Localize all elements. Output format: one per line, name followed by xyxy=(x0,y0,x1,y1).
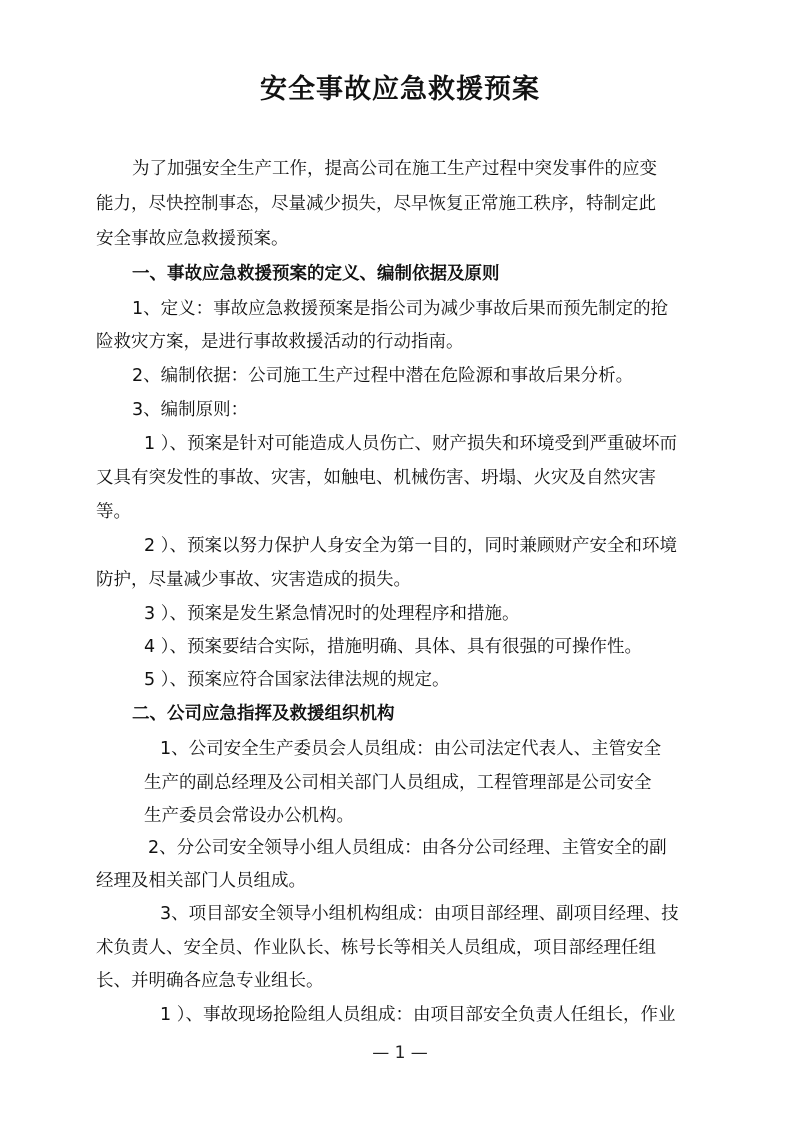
text-line: 3、项目部安全领导小组机构组成：由项目部经理、副项目经理、技 xyxy=(160,904,679,924)
text-line: 1、定义：事故应急救援预案是指公司为减少事故后果而预先制定的抢 xyxy=(132,299,669,319)
text-line: 4 ）、预案要结合实际，措施明确、具体、具有很强的可操作性。 xyxy=(144,637,642,657)
text-line: 2、编制依据：公司施工生产过程中潜在危险源和事故后果分析。 xyxy=(132,366,634,386)
text-line: 险救灾方案，是进行事故救援活动的行动指南。 xyxy=(96,332,464,352)
text-line: 经理及相关部门人员组成。 xyxy=(96,871,306,891)
text-line: 1 ）、预案是针对可能造成人员伤亡、财产损失和环境受到严重破坏而 xyxy=(144,434,677,454)
text-line: 生产委员会常设办公机构。 xyxy=(144,806,354,826)
text-line: 安全事故应急救援预案。 xyxy=(96,229,289,249)
text-line: 1 ）、事故现场抢险组人员组成：由项目部安全负责人任组长，作业 xyxy=(160,1005,676,1025)
page-number: — 1 — xyxy=(372,1043,428,1063)
text-line: 2、分公司安全领导小组人员组成：由各分公司经理、主管安全的副 xyxy=(148,838,667,858)
text-line: 生产的副总经理及公司相关部门人员组成，工程管理部是公司安全 xyxy=(144,773,652,793)
text-line: 3 ）、预案是发生紧急情况时的处理程序和措施。 xyxy=(144,604,520,624)
text-line: 等。 xyxy=(96,502,131,522)
text-line: 2 ）、预案以努力保护人身安全为第一目的，同时兼顾财产安全和环境 xyxy=(144,536,677,556)
section-heading-1: 一、事故应急救援预案的定义、编制依据及原则 xyxy=(132,264,500,284)
text-line: 防护，尽量减少事故、灾害造成的损失。 xyxy=(96,570,411,590)
text-line: 能力，尽快控制事态，尽量减少损失，尽早恢复正常施工秩序，特制定此 xyxy=(96,194,656,214)
section-heading-2: 二、公司应急指挥及救援组织机构 xyxy=(132,704,395,724)
text-line: 1、公司安全生产委员会人员组成：由公司法定代表人、主管安全 xyxy=(160,739,662,759)
text-line: 3、编制原则： xyxy=(132,400,249,420)
document-title: 安全事故应急救援预案 xyxy=(260,74,540,105)
text-line: 又具有突发性的事故、灾害，如触电、机械伤害、坍塌、火灾及自然灾害 xyxy=(96,468,656,488)
text-line: 为了加强安全生产工作，提高公司在施工生产过程中突发事件的应变 xyxy=(132,159,657,179)
text-line: 术负责人、安全员、作业队长、栋号长等相关人员组成，项目部经理任组 xyxy=(96,938,656,958)
text-line: 5 ）、预案应符合国家法律法规的规定。 xyxy=(144,670,450,690)
text-line: 长、并明确各应急专业组长。 xyxy=(96,971,324,991)
